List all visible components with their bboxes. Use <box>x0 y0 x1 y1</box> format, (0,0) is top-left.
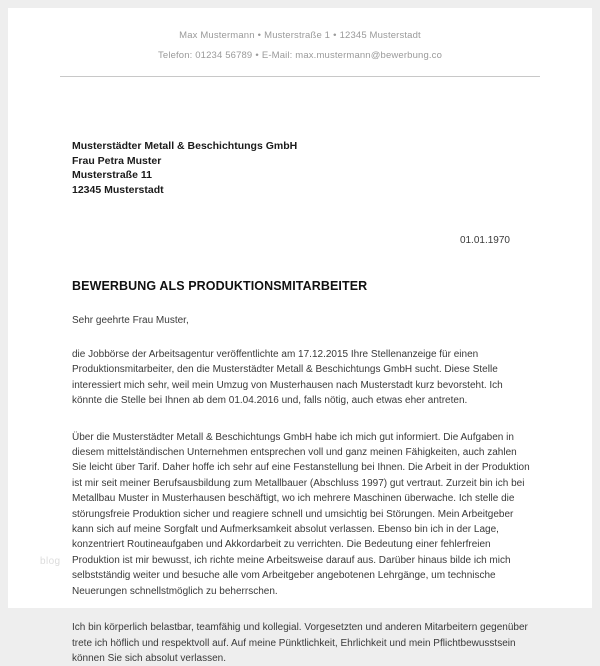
bullet-separator-icon: • <box>255 50 259 61</box>
recipient-address-block <box>72 139 532 197</box>
letter-paragraph-2: Über die Musterstädter Metall & Beschichtungs GmbH habe ich mich gut informiert. Die Aufgaben in diesem mittelständischen Unternehmen entsprechen voll und ganz meinen Fähigkeiten, auch zahlen Sie leicht über Tarif. Daher hoffe ich sehr auf eine Festanstellung bei Ihnen. Die Arbeit in der Produktion ist mir seit meiner Berufsausbildung zum Metallbauer (Abschluss 1997) gut vertraut. Zurzeit bin ich bei Metallbau Muster in Musterhausen beschäftigt, wo ich mehrere Maschinen überwache. Ich stelle die störungsfreie Produktion sicher und reagiere schnell und umsichtig bei Störungen. Mein Arbeitgeber kann sich auf meine Sorgfalt und Aufmerksamkeit absolut verlassen. Ebenso bin ich in der Lage, konzentriert Routineaufgaben und Akkordarbeit zu verrichten. Die Bedeutung einer fehlerfreien Produktion ist mir bewusst, ich richte meine Arbeitsweise darauf aus. Darüber hinaus bilde ich mich selbstständig weiter und besuche alle vom Arbeitgeber angebotenen Lehrgänge, um technische Neuerungen schnellstmöglich zu beherrschen. <box>72 431 530 597</box>
letterhead-address-line <box>8 26 592 46</box>
sender-street: Musterstraße 1 <box>264 30 331 41</box>
bullet-separator-icon: • <box>333 30 337 41</box>
sender-phone: Telefon: 01234 56789 <box>157 50 253 61</box>
recipient-person: Frau Petra Muster <box>72 154 162 167</box>
recipient-street: Musterstraße 11 <box>72 169 152 181</box>
letter-page <box>8 8 592 664</box>
sender-name: Max Mustermann <box>179 30 255 41</box>
letterhead-divider <box>60 76 540 77</box>
letter-content <box>8 139 592 666</box>
sender-city: 12345 Musterstadt <box>339 30 421 41</box>
blog-watermark: blog <box>40 556 61 567</box>
letter-salutation: Sehr geehrte Frau Muster, <box>72 315 189 326</box>
recipient-city: 12345 Musterstadt <box>72 183 164 196</box>
letterhead-contact-line <box>8 46 592 66</box>
sender-email: E-Mail: max.mustermann@bewerbung.co <box>261 50 443 61</box>
letter-paragraph-1: die Jobbörse der Arbeitsagentur veröffentlichte am 17.12.2015 Ihre Stellenanzeige für einen Produktionsmitarbeiter, den die Musterstädter Metall & Beschichtungs GmbH sucht. Diese Stelle interessiert mich sehr, weil mein Umzug von Musterhausen nach Musterstadt kurz bevorsteht. Ich könnte die Stelle bei Ihnen ab dem 01.04.2016 und, falls nötig, auch etwas eher antreten. <box>72 349 503 407</box>
letter-paragraph-3: Ich bin körperlich belastbar, teamfähig und kollegial. Vorgesetzten und anderen Mitarbeitern gegenüber trete ich höflich und respektvoll auf. Auf meine Pünktlichkeit, Ehrlichkeit und mein Pflichtbewusstsein können Sie sich absolut verlassen. <box>72 622 528 664</box>
recipient-company: Musterstädter Metall & Beschichtungs GmbH <box>72 140 298 152</box>
letter-date: 01.01.1970 <box>459 235 510 246</box>
bullet-separator-icon: • <box>257 30 262 41</box>
letter-subject: BEWERBUNG ALS PRODUKTIONSMITARBEITER <box>72 279 368 293</box>
letterhead <box>8 8 592 77</box>
